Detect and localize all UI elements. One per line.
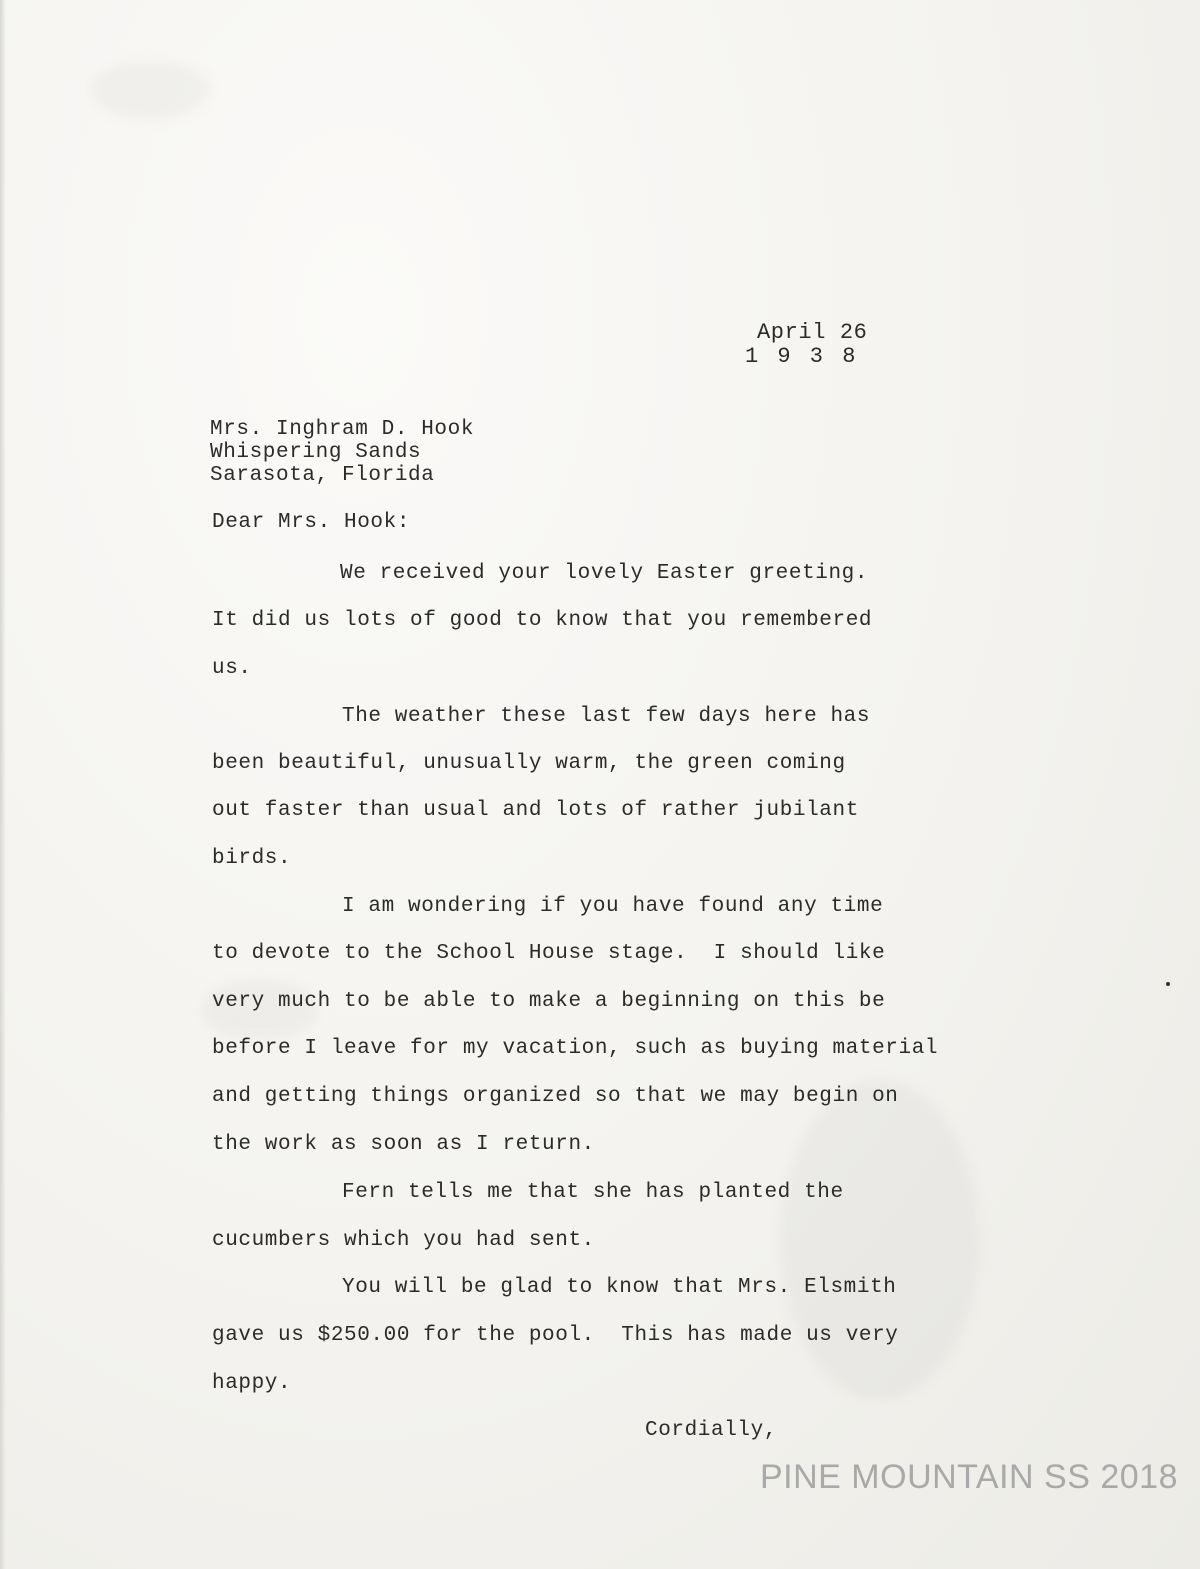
body-line: The weather these last few days here has [342,705,871,728]
body-line: out faster than usual and lots of rather jubilant [212,799,859,822]
body-line: birds. [212,847,292,870]
date-month-day: April 26 [757,320,868,345]
body-line: We received your lovely Easter greeting. [340,562,869,585]
body-line: us. [212,657,252,680]
closing: Cordially, [645,1419,778,1442]
paper-edge-shadow [0,0,6,1569]
body-line: cucumbers which you had sent. [212,1229,595,1252]
body-line: gave us $250.00 for the pool. This has made us very [212,1324,899,1347]
ink-mark [1166,982,1170,986]
salutation: Dear Mrs. Hook: [212,511,411,534]
watermark: PINE MOUNTAIN SS 2018 [760,1458,1178,1496]
body-line: very much to be able to make a beginning on this be [212,990,886,1013]
body-line: to devote to the School House stage. I should like [212,942,886,965]
body-line: It did us lots of good to know that you remembered [212,609,873,632]
body-line: Fern tells me that she has planted the [342,1181,844,1204]
body-line: happy. [212,1372,292,1395]
body-line: I am wondering if you have found any time [342,895,884,918]
body-line: the work as soon as I return. [212,1133,595,1156]
paper-smudge [90,60,210,120]
recipient-address: Whispering Sands [210,441,422,464]
body-line: You will be glad to know that Mrs. Elsmith [342,1276,897,1299]
recipient-city: Sarasota, Florida [210,464,435,487]
paper-smudge [780,1080,980,1400]
body-line: and getting things organized so that we may begin on [212,1085,899,1108]
recipient-name: Mrs. Inghram D. Hook [210,418,475,441]
date-year: 1 9 3 8 [745,344,859,369]
body-line: been beautiful, unusually warm, the green coming [212,752,846,775]
body-line: before I leave for my vacation, such as buying material [212,1037,939,1060]
